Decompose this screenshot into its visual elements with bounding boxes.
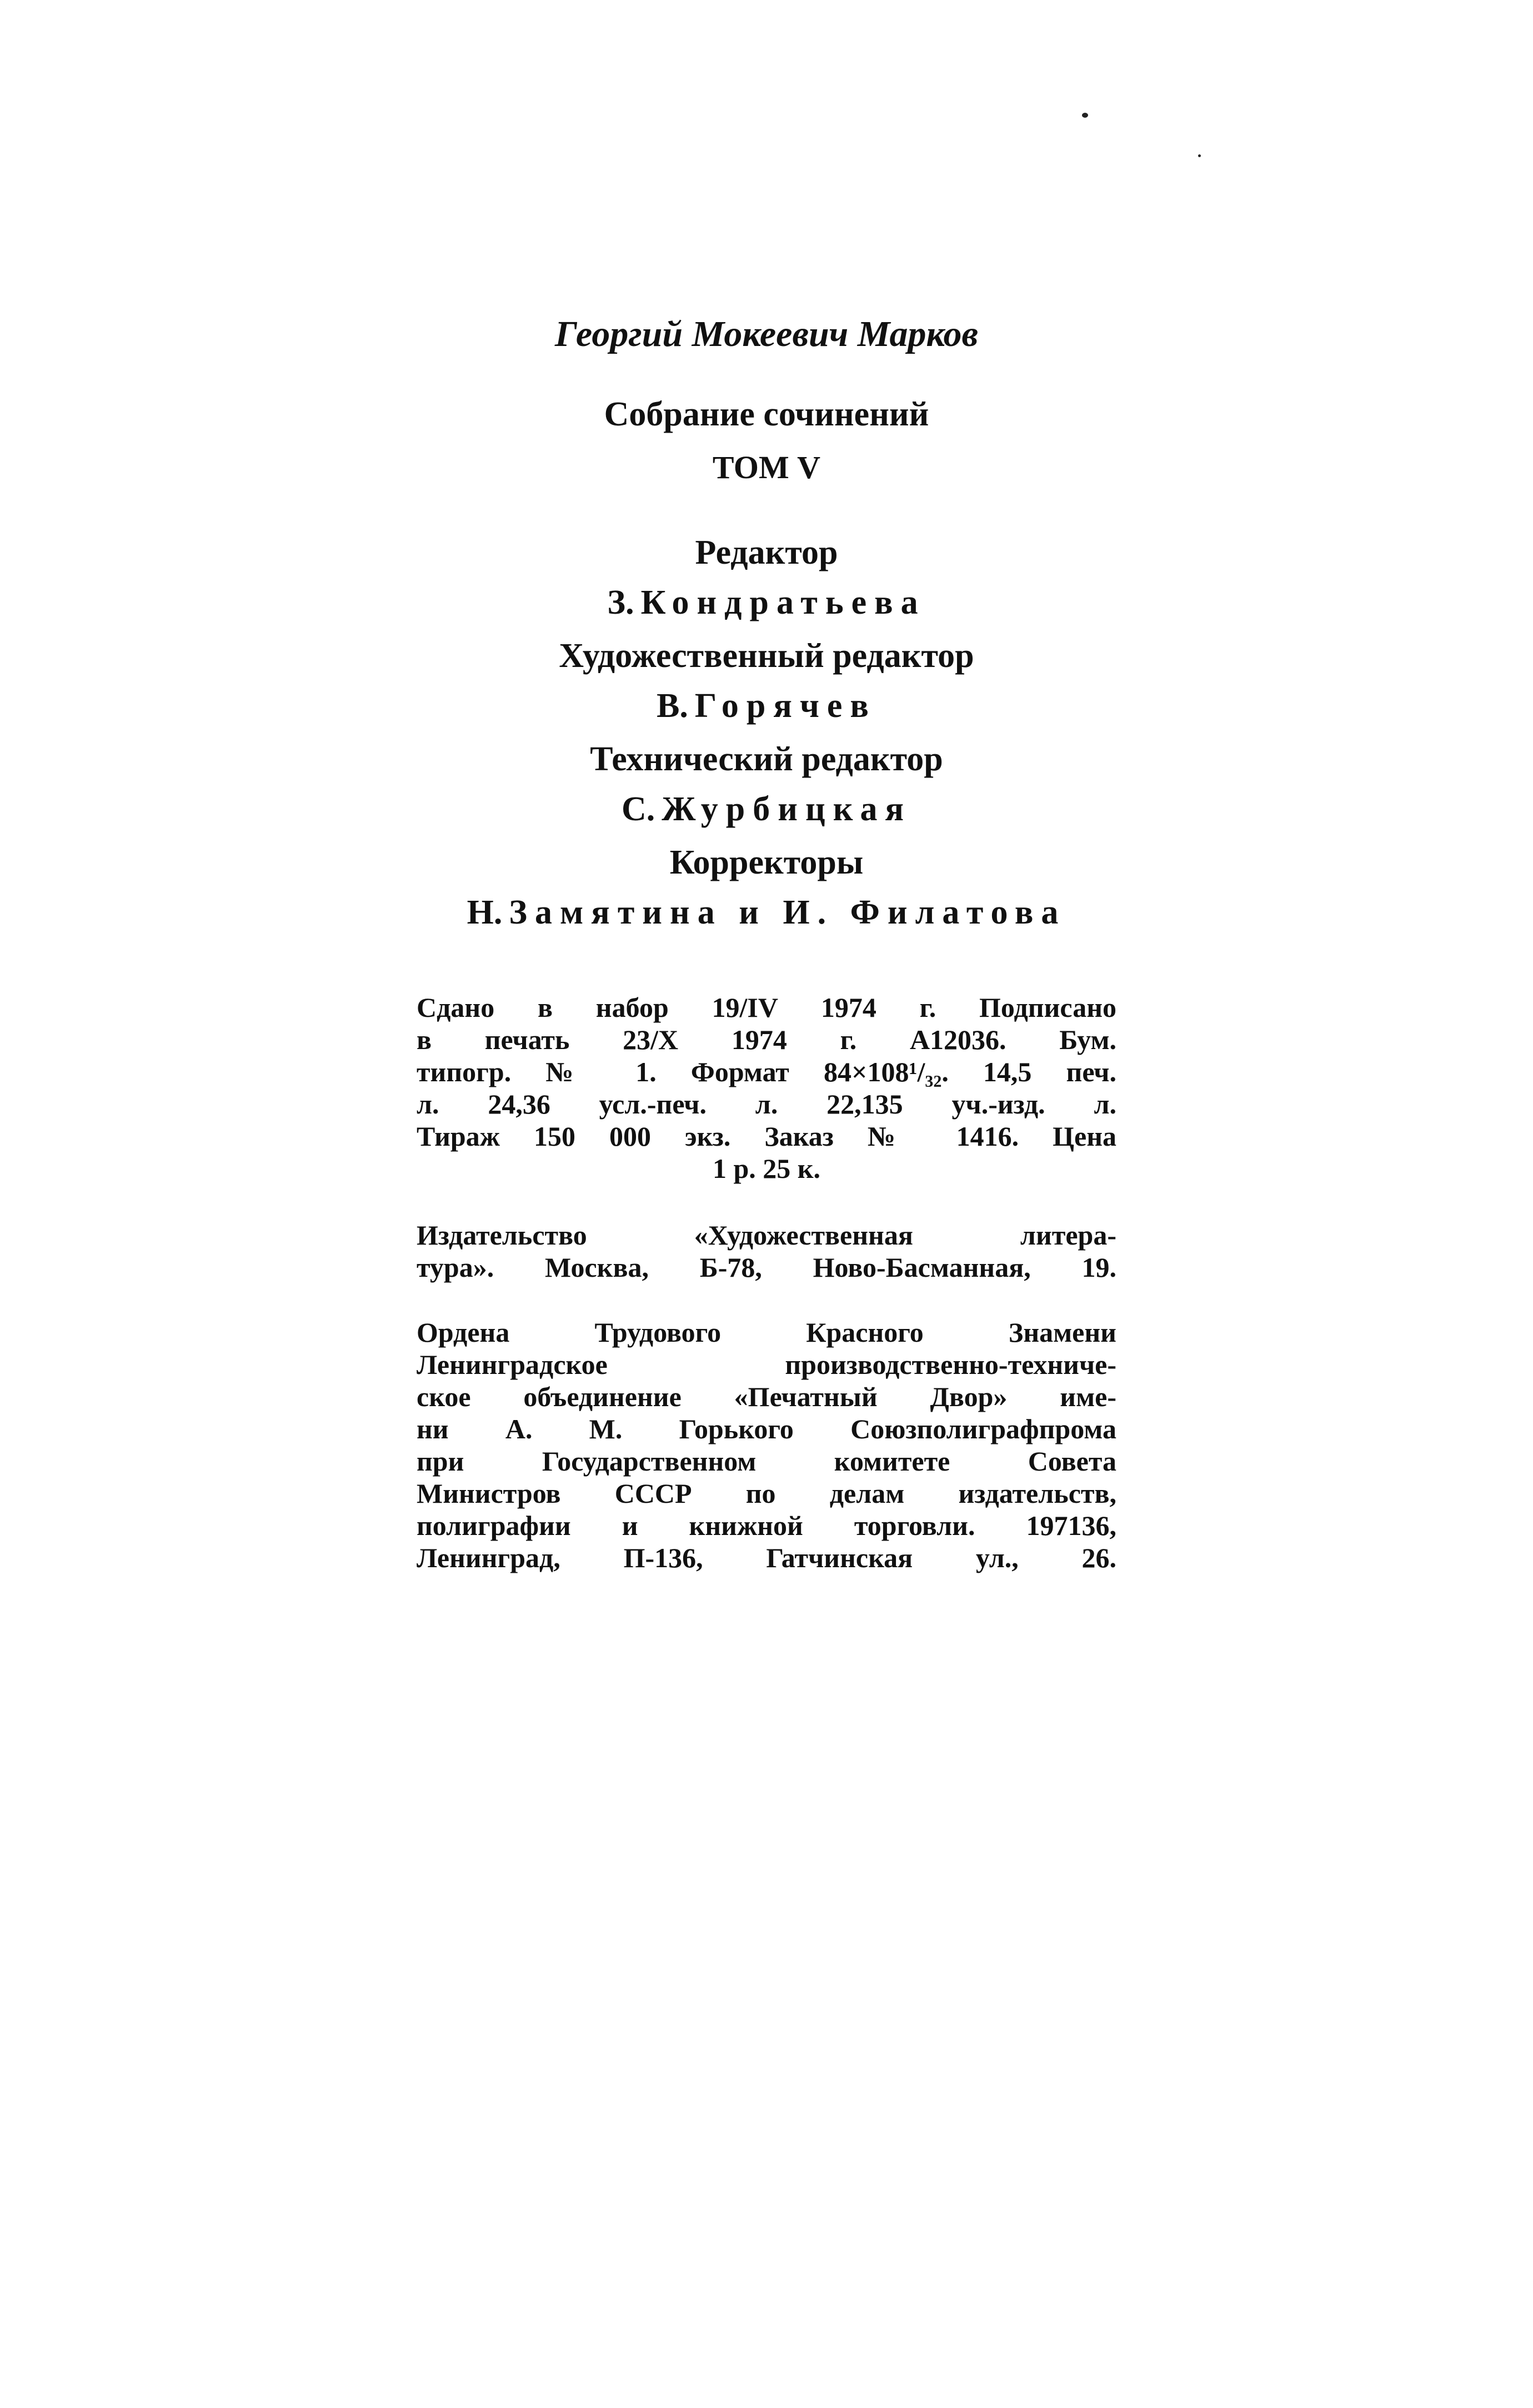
art-editor-name [417,681,1116,731]
volume-number: ТОМ V [712,449,821,485]
printing-info-line: Сдано в набор 19/IV 1974 г. Подписано [417,992,1116,1023]
editor-surname: Кондратьева [640,584,926,621]
publisher-info [417,1219,1116,1283]
printer-line: Ленинградское производственно-техниче- [417,1349,1116,1380]
art-editor-surname: Горячев [694,687,876,725]
printer-line: полиграфии и книжной торговли. 197136, [417,1510,1116,1541]
scan-speck [1082,113,1088,118]
tech-editor-surname: Журбицкая [662,790,912,828]
proofreaders-role: Корректоры [669,844,864,881]
tech-editor-name [417,784,1116,834]
printing-info-line: в печать 23/X 1974 г. А12036. Бум. [417,1024,1116,1055]
tech-editor-initial: С. [621,790,655,828]
proofreaders-surnames: Замятина и И. Филатова [509,894,1066,931]
publisher-line: Издательство «Художественная литера- [417,1220,1116,1251]
printing-info-line: л. 24,36 усл.-печ. л. 22,135 уч.-изд. л. [417,1088,1116,1120]
scan-speck [1198,154,1201,157]
proofreaders-names [417,887,1116,937]
printer-line: Министров СССР по делам издательств, [417,1478,1116,1509]
proofreaders-initial: Н. [467,894,503,931]
printing-info-line: типогр. № 1. Формат 84×108¹/₃₂. 14,5 печ. [417,1056,1116,1087]
author-name: Георгий Мокеевич Марков [555,314,978,354]
printer-line: при Государственном комитете Совета [417,1446,1116,1477]
printer-line: ское объединение «Печатный Двор» име- [417,1381,1116,1412]
art-editor-role: Художественный редактор [559,637,974,675]
art-editor-initial: В. [657,687,688,725]
printer-line: ни А. М. Горького Союзполиграфпрома [417,1413,1116,1444]
printing-info-line: Тираж 150 000 экз. Заказ № 1416. Цена [417,1121,1116,1152]
series-title: Собрание сочинений [604,395,929,433]
editor-role: Редактор [695,534,838,571]
editor-initial: З. [607,584,634,621]
printer-line: Ленинград, П-136, Гатчинская ул., 26. [417,1542,1116,1573]
printer-info [417,1316,1116,1574]
printer-line: Ордена Трудового Красного Знамени [417,1317,1116,1348]
credits-block [417,528,1116,941]
tech-editor-role: Технический редактор [590,740,943,778]
price-line: 1 р. 25 к. [712,1153,821,1184]
printing-info [417,991,1116,1185]
editor-name [417,578,1116,628]
publisher-line: тура». Москва, Б-78, Ново-Басманная, 19. [417,1252,1116,1283]
